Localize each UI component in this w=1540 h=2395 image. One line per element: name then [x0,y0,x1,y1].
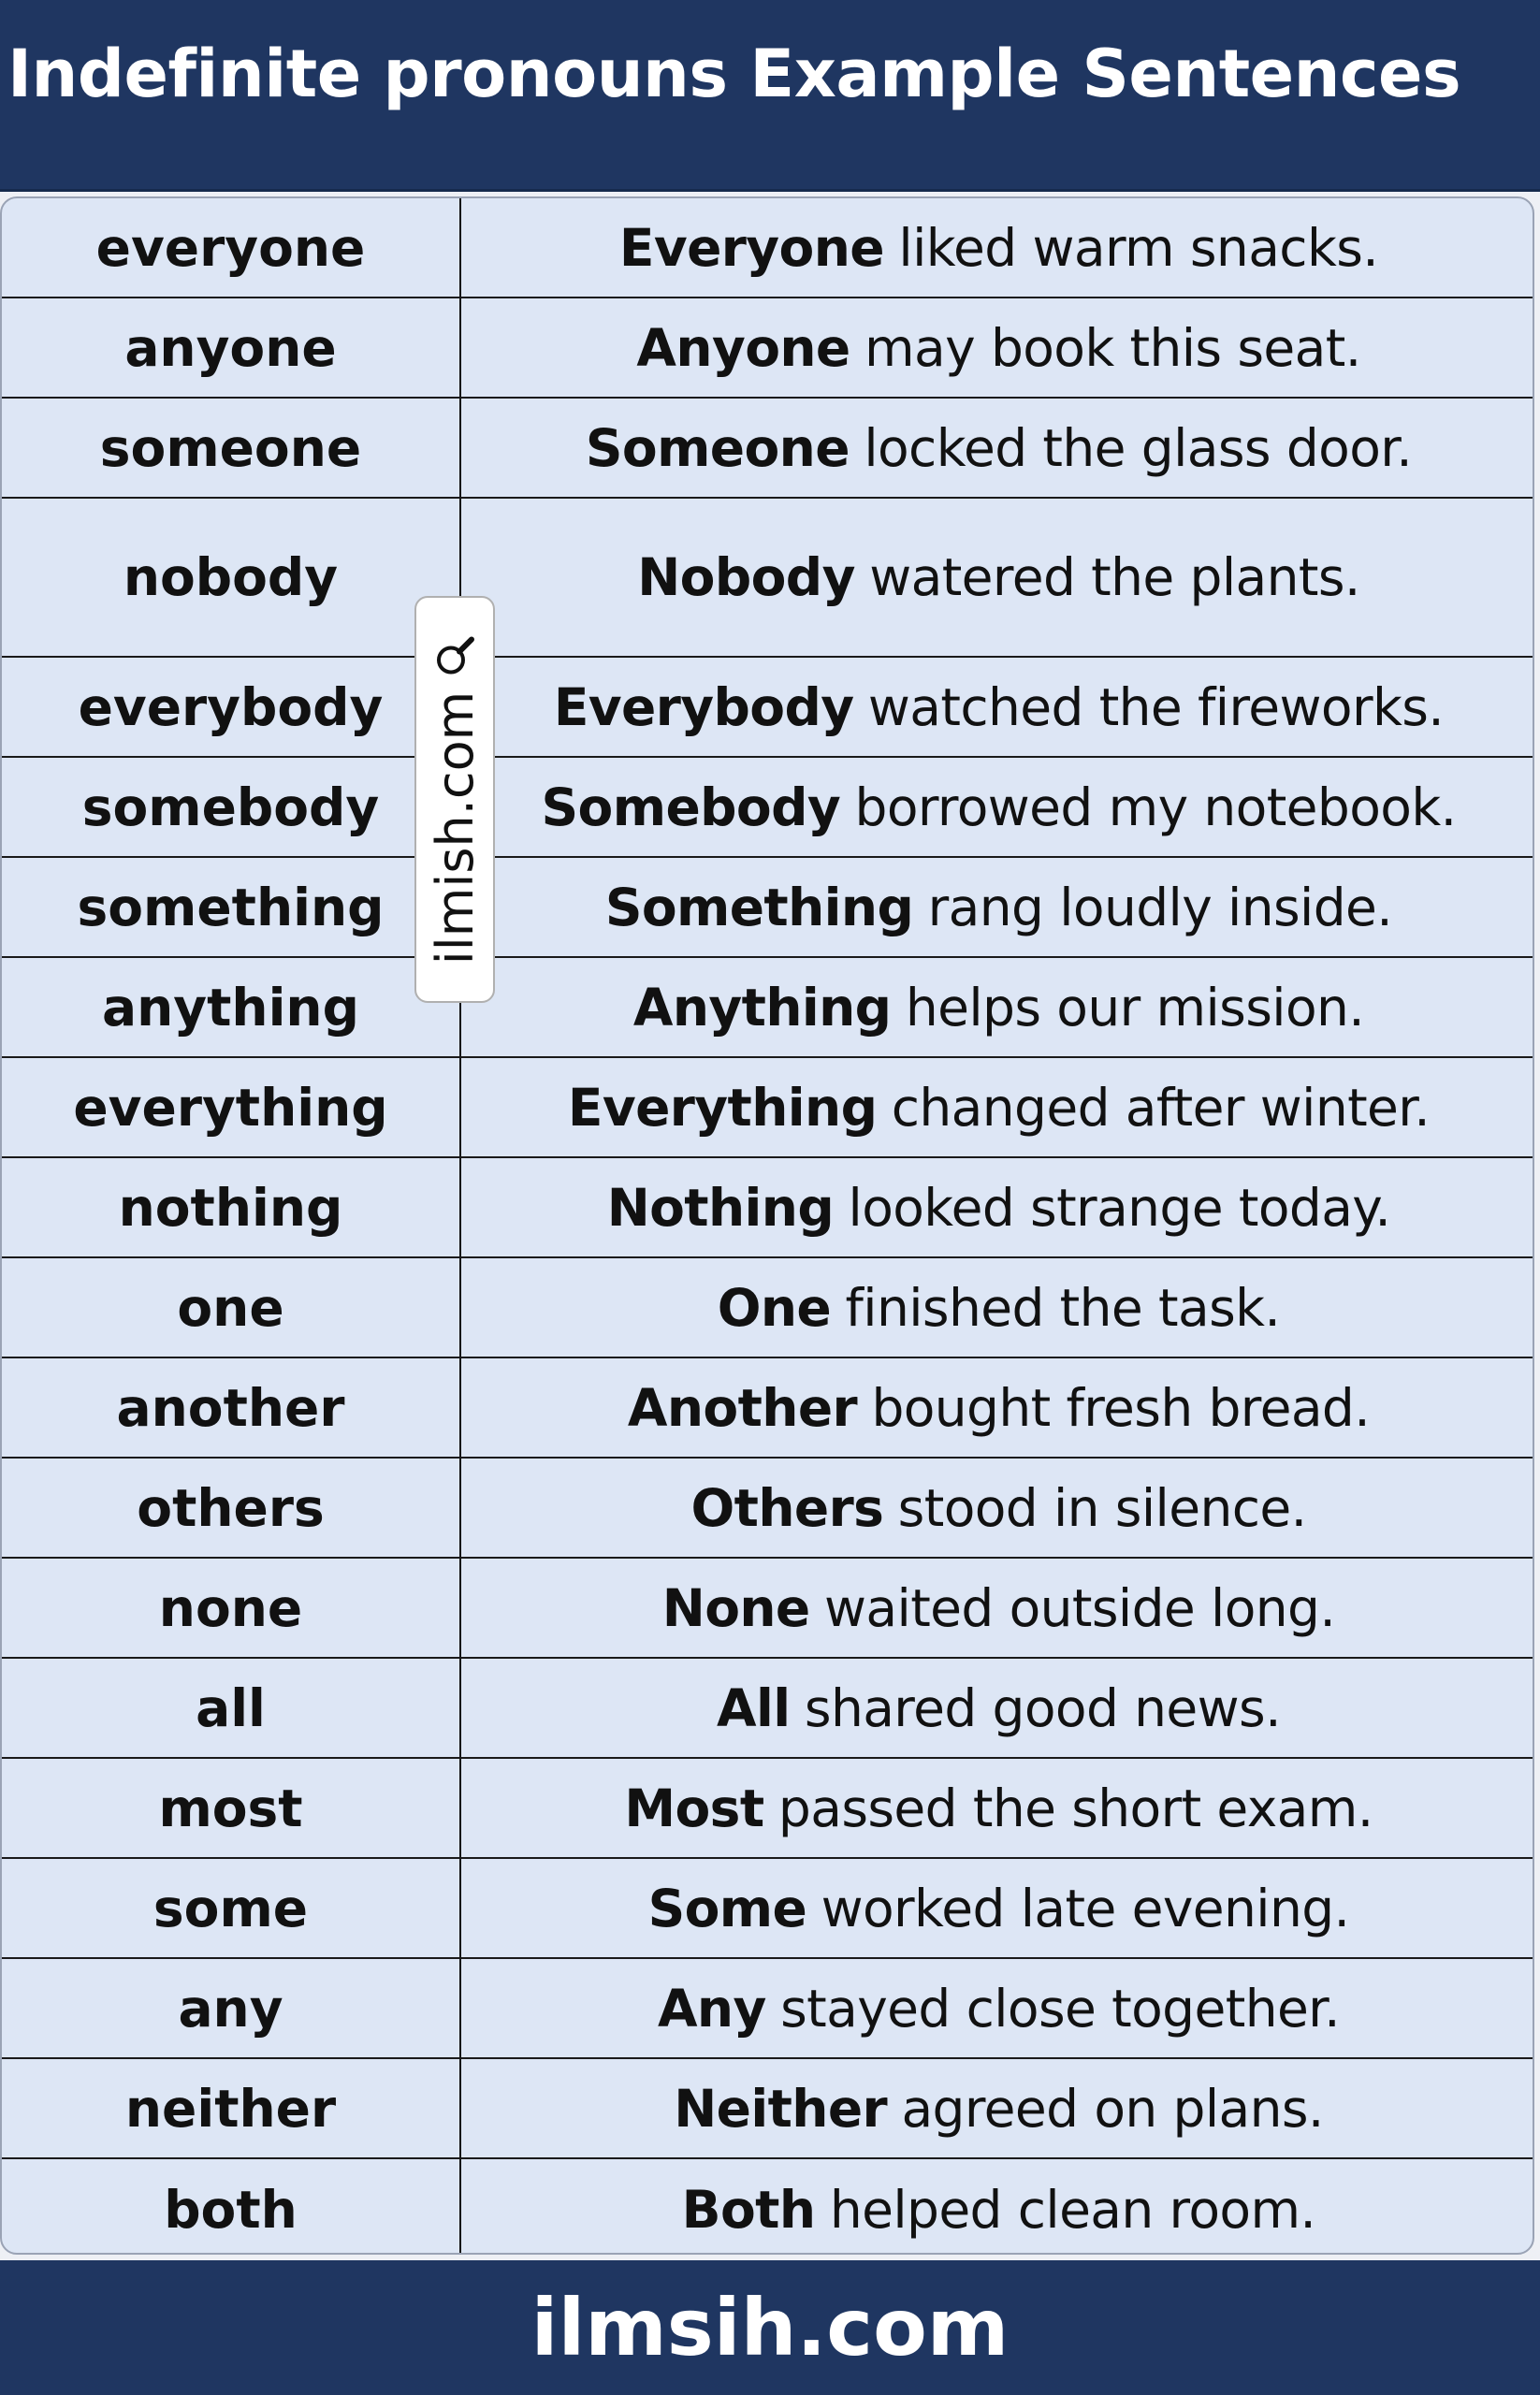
sentence-rest: passed the short exam. [777,1778,1373,1838]
pronoun-cell: others [137,1477,325,1538]
table-row [2,499,1533,658]
sentence-cell [461,499,1534,656]
watermark-text: ilmish.com [425,690,485,965]
table-row [2,958,1533,1058]
table-row [2,1859,1533,1959]
sentence-rest: agreed on plans. [901,2078,1324,2139]
table-row [2,1459,1533,1559]
pronoun-cell: most [158,1778,303,1838]
footer-banner [0,2260,1540,2395]
table-row [2,658,1533,758]
sentence-cell [461,958,1534,1056]
sentence-subject: One [717,1277,832,1338]
table-row [2,1659,1533,1759]
sentence-subject: None [661,1577,810,1638]
sentence-rest: finished the task. [845,1277,1281,1338]
sentence-cell [461,1358,1534,1457]
sentence-cell [461,1759,1534,1857]
sentence-subject: Some [647,1878,807,1938]
sentence-subject: Everything [567,1077,878,1138]
sentence-cell [461,399,1534,497]
sentence-subject: Others [690,1477,884,1538]
table-row [2,858,1533,958]
sentence-subject: Neither [674,2078,888,2139]
sentence-subject: Nobody [637,547,855,607]
sentence-subject: Both [681,2179,816,2240]
sentence-rest: stood in silence. [897,1477,1307,1538]
page-title: Indefinite pronouns Example Sentences [7,36,1461,112]
table-row [2,1058,1533,1158]
sentence-rest: helped clean room. [829,2179,1316,2240]
sentence-cell [461,658,1534,756]
pronoun-cell: nothing [118,1177,343,1238]
pronoun-cell: anything [102,977,359,1038]
sentence-rest: helps our mission. [905,977,1365,1038]
pronoun-cell: somebody [81,777,380,837]
table-row [2,1158,1533,1258]
sentence-subject: Everybody [553,676,854,737]
table-row [2,1959,1533,2059]
pronoun-cell: none [158,1577,303,1638]
header-banner [0,0,1540,192]
sentence-rest: shared good news. [804,1677,1281,1738]
sentence-cell [461,1158,1534,1256]
footer-site-name: ilmsih.com [530,2282,1010,2373]
sentence-cell [461,2159,1534,2255]
sentence-subject: Someone [585,417,850,478]
pronoun-cell: some [153,1878,309,1938]
sentence-cell [461,858,1534,956]
sentence-rest: rang loudly inside. [927,877,1393,937]
sentence-rest: looked strange today. [848,1177,1391,1238]
sentence-subject: Something [604,877,914,937]
sentence-subject: Somebody [541,777,841,837]
sentence-cell [461,1459,1534,1557]
sentence-subject: Everyone [618,217,885,278]
sentence-cell [461,1058,1534,1156]
table-row [2,2059,1533,2159]
pronoun-cell: all [196,1677,266,1738]
sentence-subject: All [717,1677,791,1738]
sentence-rest: waited outside long. [824,1577,1336,1638]
sentence-subject: Anyone [636,317,850,378]
table-row [2,1759,1533,1859]
pronoun-cell: both [164,2179,298,2240]
sentence-rest: stayed close together. [780,1978,1341,2039]
pronoun-cell: one [177,1277,284,1338]
sentence-rest: changed after winter. [891,1077,1431,1138]
sentence-rest: watered the plants. [869,547,1360,607]
sentence-cell [461,198,1534,297]
pronoun-cell: another [116,1377,345,1438]
sentence-rest: may book this seat. [864,317,1361,378]
sentence-rest: locked the glass door. [864,417,1413,478]
pronoun-cell: anyone [124,317,337,378]
sentence-cell [461,758,1534,856]
search-icon [433,634,476,677]
pronoun-cell: everything [73,1077,388,1138]
table-row [2,298,1533,399]
sentence-subject: Any [657,1978,766,2039]
pronoun-cell: someone [99,417,362,478]
table-row [2,1358,1533,1459]
sentence-rest: liked warm snacks. [898,217,1379,278]
pronoun-cell: something [77,877,385,937]
pronoun-table [0,196,1534,2255]
pronoun-cell: any [178,1978,283,2039]
table-row [2,198,1533,298]
sentence-cell [461,1258,1534,1357]
sentence-rest: borrowed my notebook. [854,777,1457,837]
pronoun-cell: nobody [123,547,339,607]
sentence-subject: Anything [632,977,892,1038]
table-row [2,758,1533,858]
sentence-subject: Another [627,1377,858,1438]
sentence-subject: Most [624,1778,764,1838]
pronoun-cell: neither [124,2078,337,2139]
table-row [2,1559,1533,1659]
pronoun-cell: everybody [78,676,384,737]
sentence-cell [461,2059,1534,2157]
table-row [2,399,1533,499]
table-row [2,2159,1533,2255]
pronoun-cell: everyone [95,217,366,278]
sentence-cell [461,1959,1534,2057]
sentence-rest: worked late evening. [821,1878,1350,1938]
sentence-cell [461,1559,1534,1657]
sentence-rest: watched the fireworks. [867,676,1445,737]
sentence-cell [461,1659,1534,1757]
watermark-badge [414,596,495,1003]
sentence-rest: bought fresh bread. [871,1377,1371,1438]
sentence-subject: Nothing [606,1177,835,1238]
sentence-cell [461,298,1534,397]
table-row [2,1258,1533,1358]
sentence-cell [461,1859,1534,1957]
